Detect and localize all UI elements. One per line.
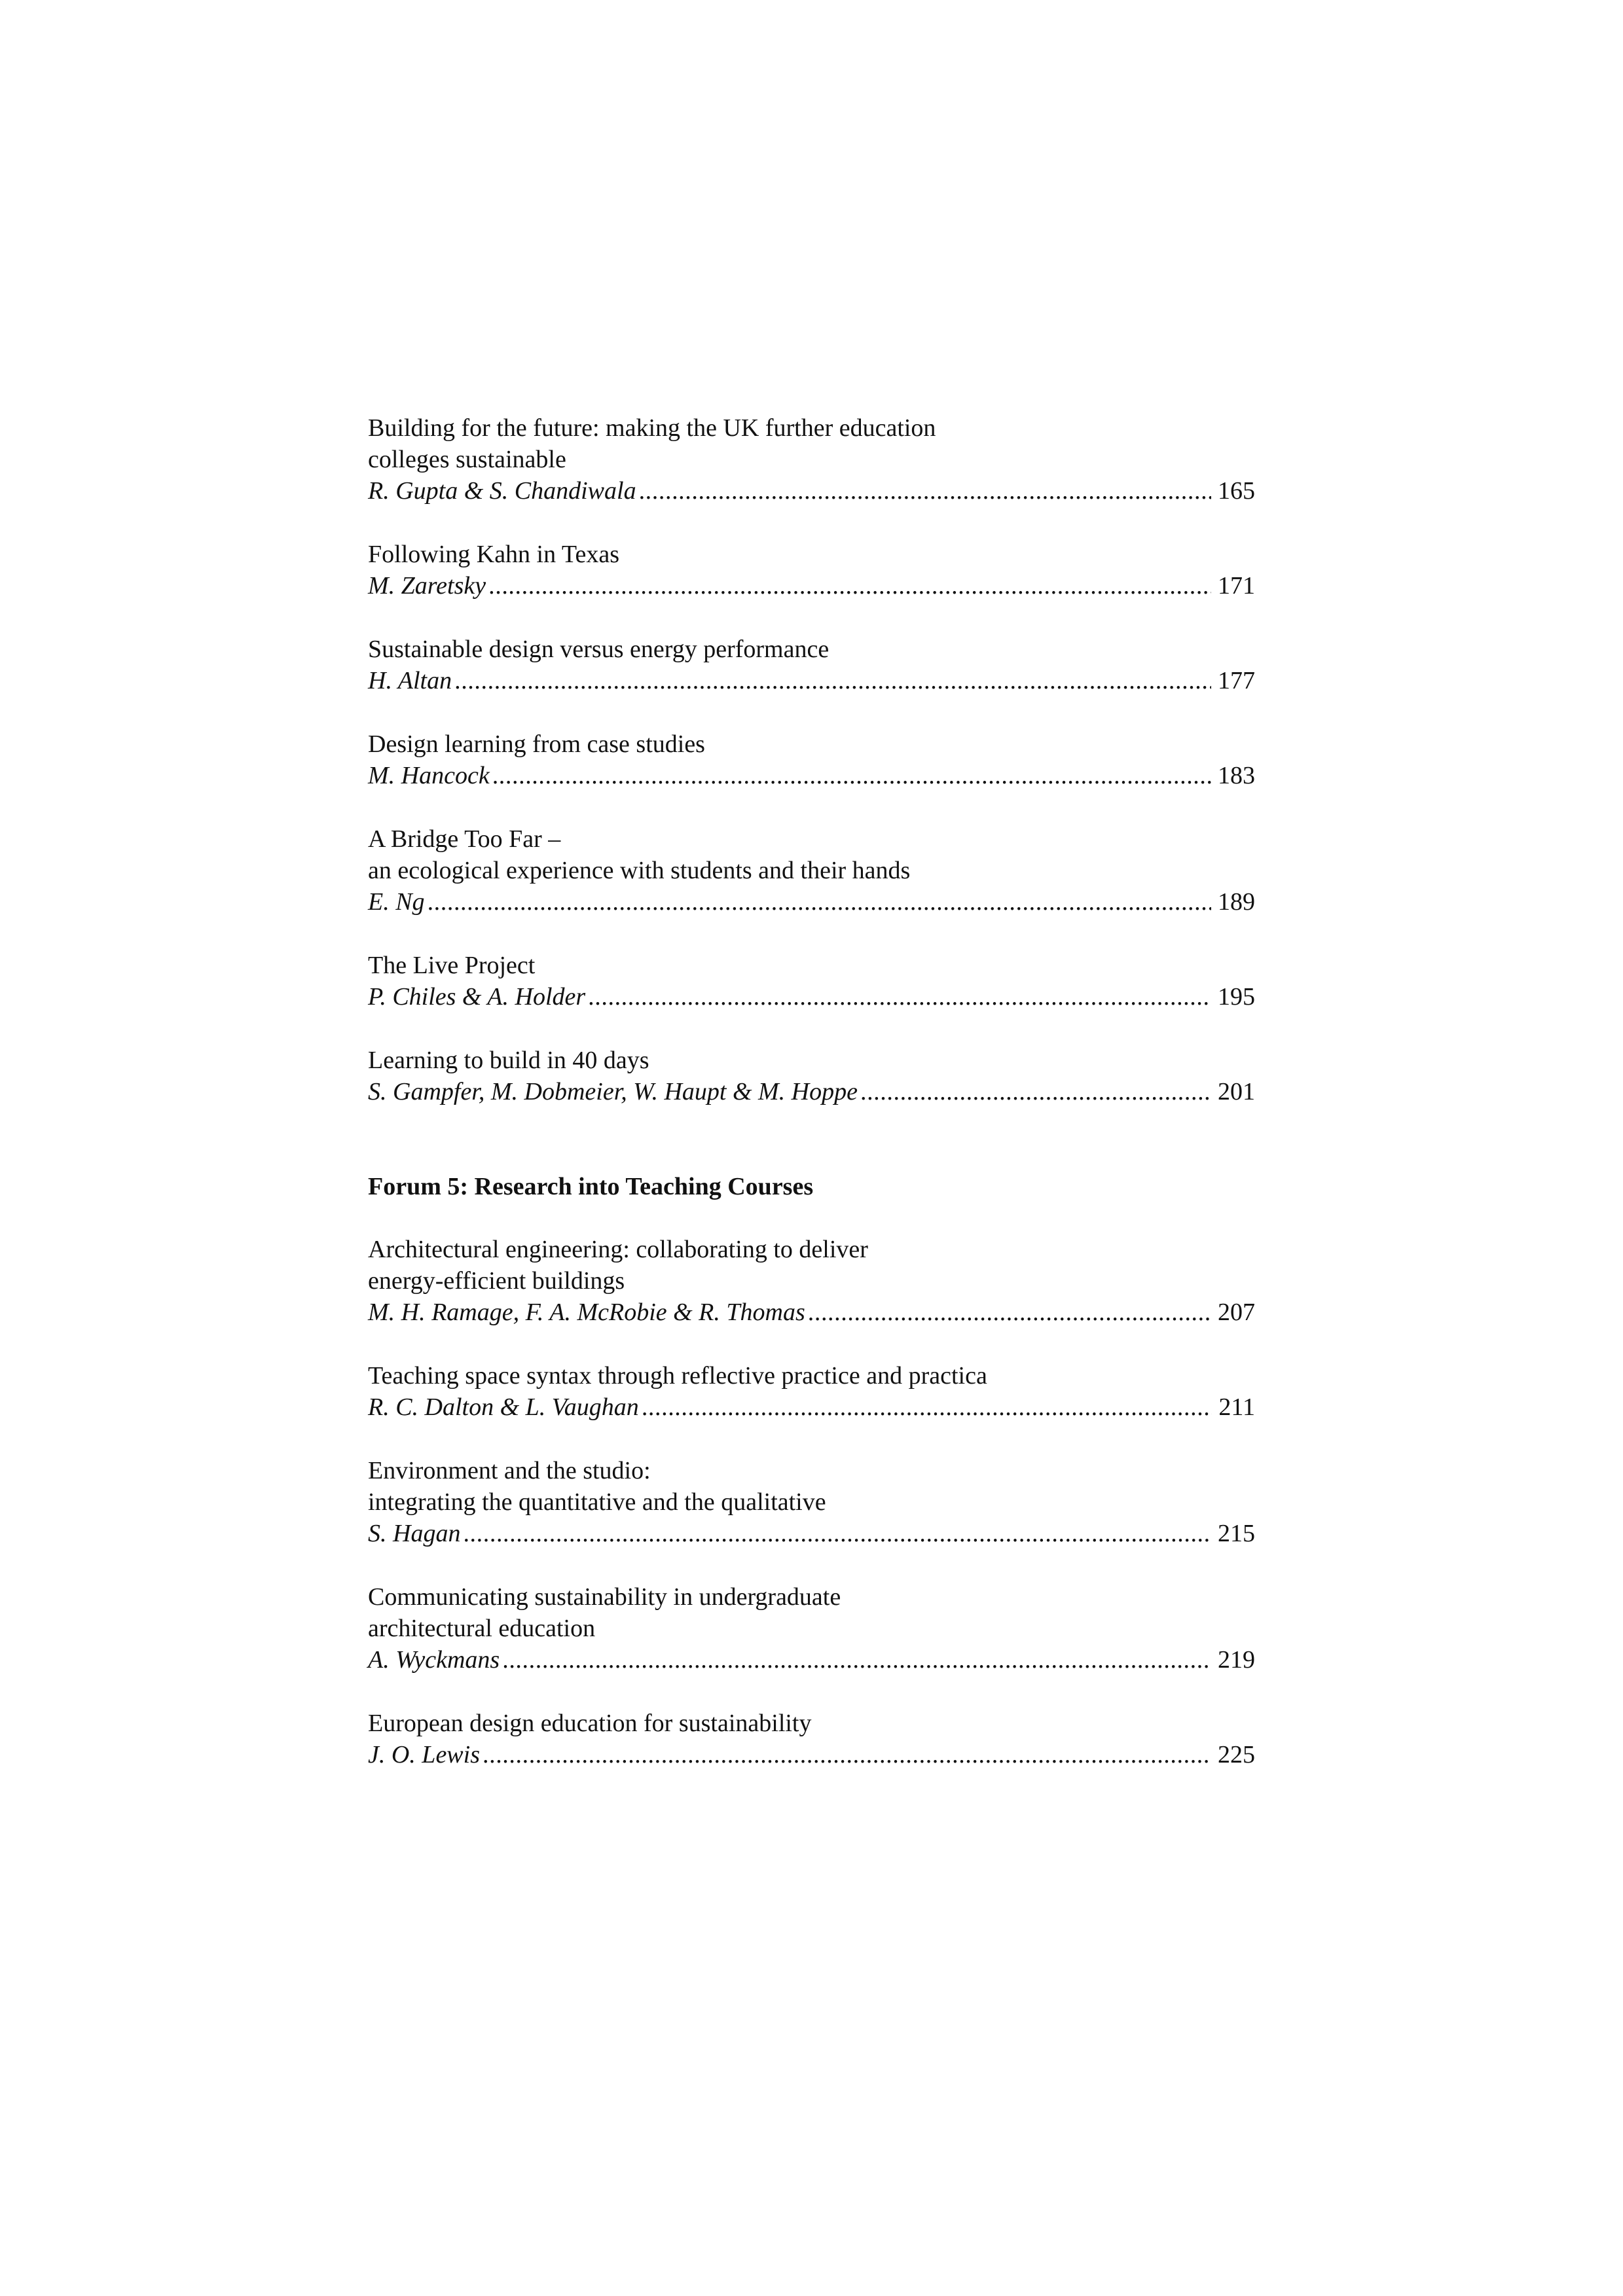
toc-entry-authors: J. O. Lewis [368,1741,480,1768]
toc-entry [368,634,1255,696]
toc-entry-authors: S. Gampfer, M. Dobmeier, W. Haupt & M. Hoppe [368,1078,858,1105]
toc-group-before [368,412,1255,1107]
toc-entry [368,412,1255,507]
toc-entry-page-number: 225 [1218,1741,1255,1768]
toc-entry-author-row [368,1644,1255,1676]
toc-entry-title: Environment and the studio: [368,1457,651,1484]
toc-entry [368,1045,1255,1107]
toc-entry-page-number: 207 [1218,1299,1255,1326]
dot-leader [502,1644,1211,1676]
toc-entry-title: Design learning from case studies [368,730,705,758]
toc-entry-page-number: 189 [1218,888,1255,916]
toc-entry-authors: R. Gupta & S. Chandiwala [368,477,636,505]
toc-entry-authors: S. Hagan [368,1520,461,1547]
toc-entry-author-row [368,1297,1255,1328]
toc-entry-title: Building for the future: making the UK further education [368,414,936,442]
toc-entry-authors: R. C. Dalton & L. Vaughan [368,1393,639,1421]
toc-entry-authors: M. H. Ramage, F. A. McRobie & R. Thomas [368,1299,805,1326]
toc-entry-author-row [368,1391,1255,1423]
toc-entry-author-row [368,886,1255,918]
toc-entry-title: architectural education [368,1615,596,1642]
toc-entry-authors: A. Wyckmans [368,1646,500,1674]
toc-entry [368,1360,1255,1423]
toc-entry-page-number: 219 [1218,1646,1255,1674]
toc-entry [368,950,1255,1013]
toc-entry [368,539,1255,601]
toc-entry [368,1455,1255,1549]
dot-leader [488,570,1211,601]
toc-entry-author-row [368,1739,1255,1770]
toc-entry-title: A Bridge Too Far – [368,825,561,853]
toc-entry-title: an ecological experience with students and their hands [368,857,911,884]
toc-entry-authors: M. Hancock [368,762,490,789]
toc-entry-page-number: 171 [1218,572,1255,600]
dot-leader [588,981,1211,1013]
toc-group-after [368,1234,1255,1770]
toc-entry-title: Communicating sustainability in undergraduate [368,1583,841,1611]
dot-leader [483,1739,1211,1770]
dot-leader [639,475,1211,507]
toc-entry-title: colleges sustainable [368,446,566,473]
toc-entry-authors: P. Chiles & A. Holder [368,983,586,1011]
dot-leader [463,1518,1211,1549]
toc-entry-author-row [368,665,1255,696]
toc-entry-page-number: 211 [1218,1393,1255,1421]
table-of-contents [368,412,1255,1803]
toc-entry-authors: M. Zaretsky [368,572,486,600]
toc-entry-page-number: 215 [1218,1520,1255,1547]
dot-leader [808,1297,1211,1328]
toc-entry-page-number: 195 [1218,983,1255,1011]
dot-leader [860,1076,1211,1107]
toc-entry-authors: E. Ng [368,888,425,916]
toc-entry-title: Learning to build in 40 days [368,1047,649,1074]
toc-entry-title: The Live Project [368,952,536,979]
toc-entry-page-number: 165 [1218,477,1255,505]
toc-entry [368,823,1255,918]
toc-entry [368,1581,1255,1676]
toc-entry-author-row [368,475,1255,507]
toc-entry-author-row [368,1076,1255,1107]
toc-entry-title: Architectural engineering: collaborating to deliver [368,1236,868,1263]
toc-entry-page-number: 183 [1218,762,1255,789]
toc-entry-authors: H. Altan [368,667,452,694]
section-heading: Forum 5: Research into Teaching Courses [368,1173,814,1200]
toc-entry-title: European design education for sustainability [368,1710,812,1737]
toc-entry-page-number: 177 [1218,667,1255,694]
toc-entry [368,728,1255,791]
dot-leader [454,665,1211,696]
dot-leader [642,1391,1213,1423]
toc-entry-title: integrating the quantitative and the qualitative [368,1488,826,1516]
toc-entry-author-row [368,760,1255,791]
dot-leader [428,886,1211,918]
toc-entry-title: Following Kahn in Texas [368,541,620,568]
toc-entry-page-number: 201 [1218,1078,1255,1105]
toc-entry [368,1234,1255,1328]
toc-entry-title: energy-efficient buildings [368,1267,625,1295]
toc-entry-title: Teaching space syntax through reflective practice and practica [368,1362,987,1390]
toc-entry-author-row [368,570,1255,601]
toc-entry [368,1708,1255,1770]
toc-entry-author-row [368,981,1255,1013]
toc-entry-author-row [368,1518,1255,1549]
dot-leader [492,760,1211,791]
toc-entry-title: Sustainable design versus energy performance [368,636,830,663]
